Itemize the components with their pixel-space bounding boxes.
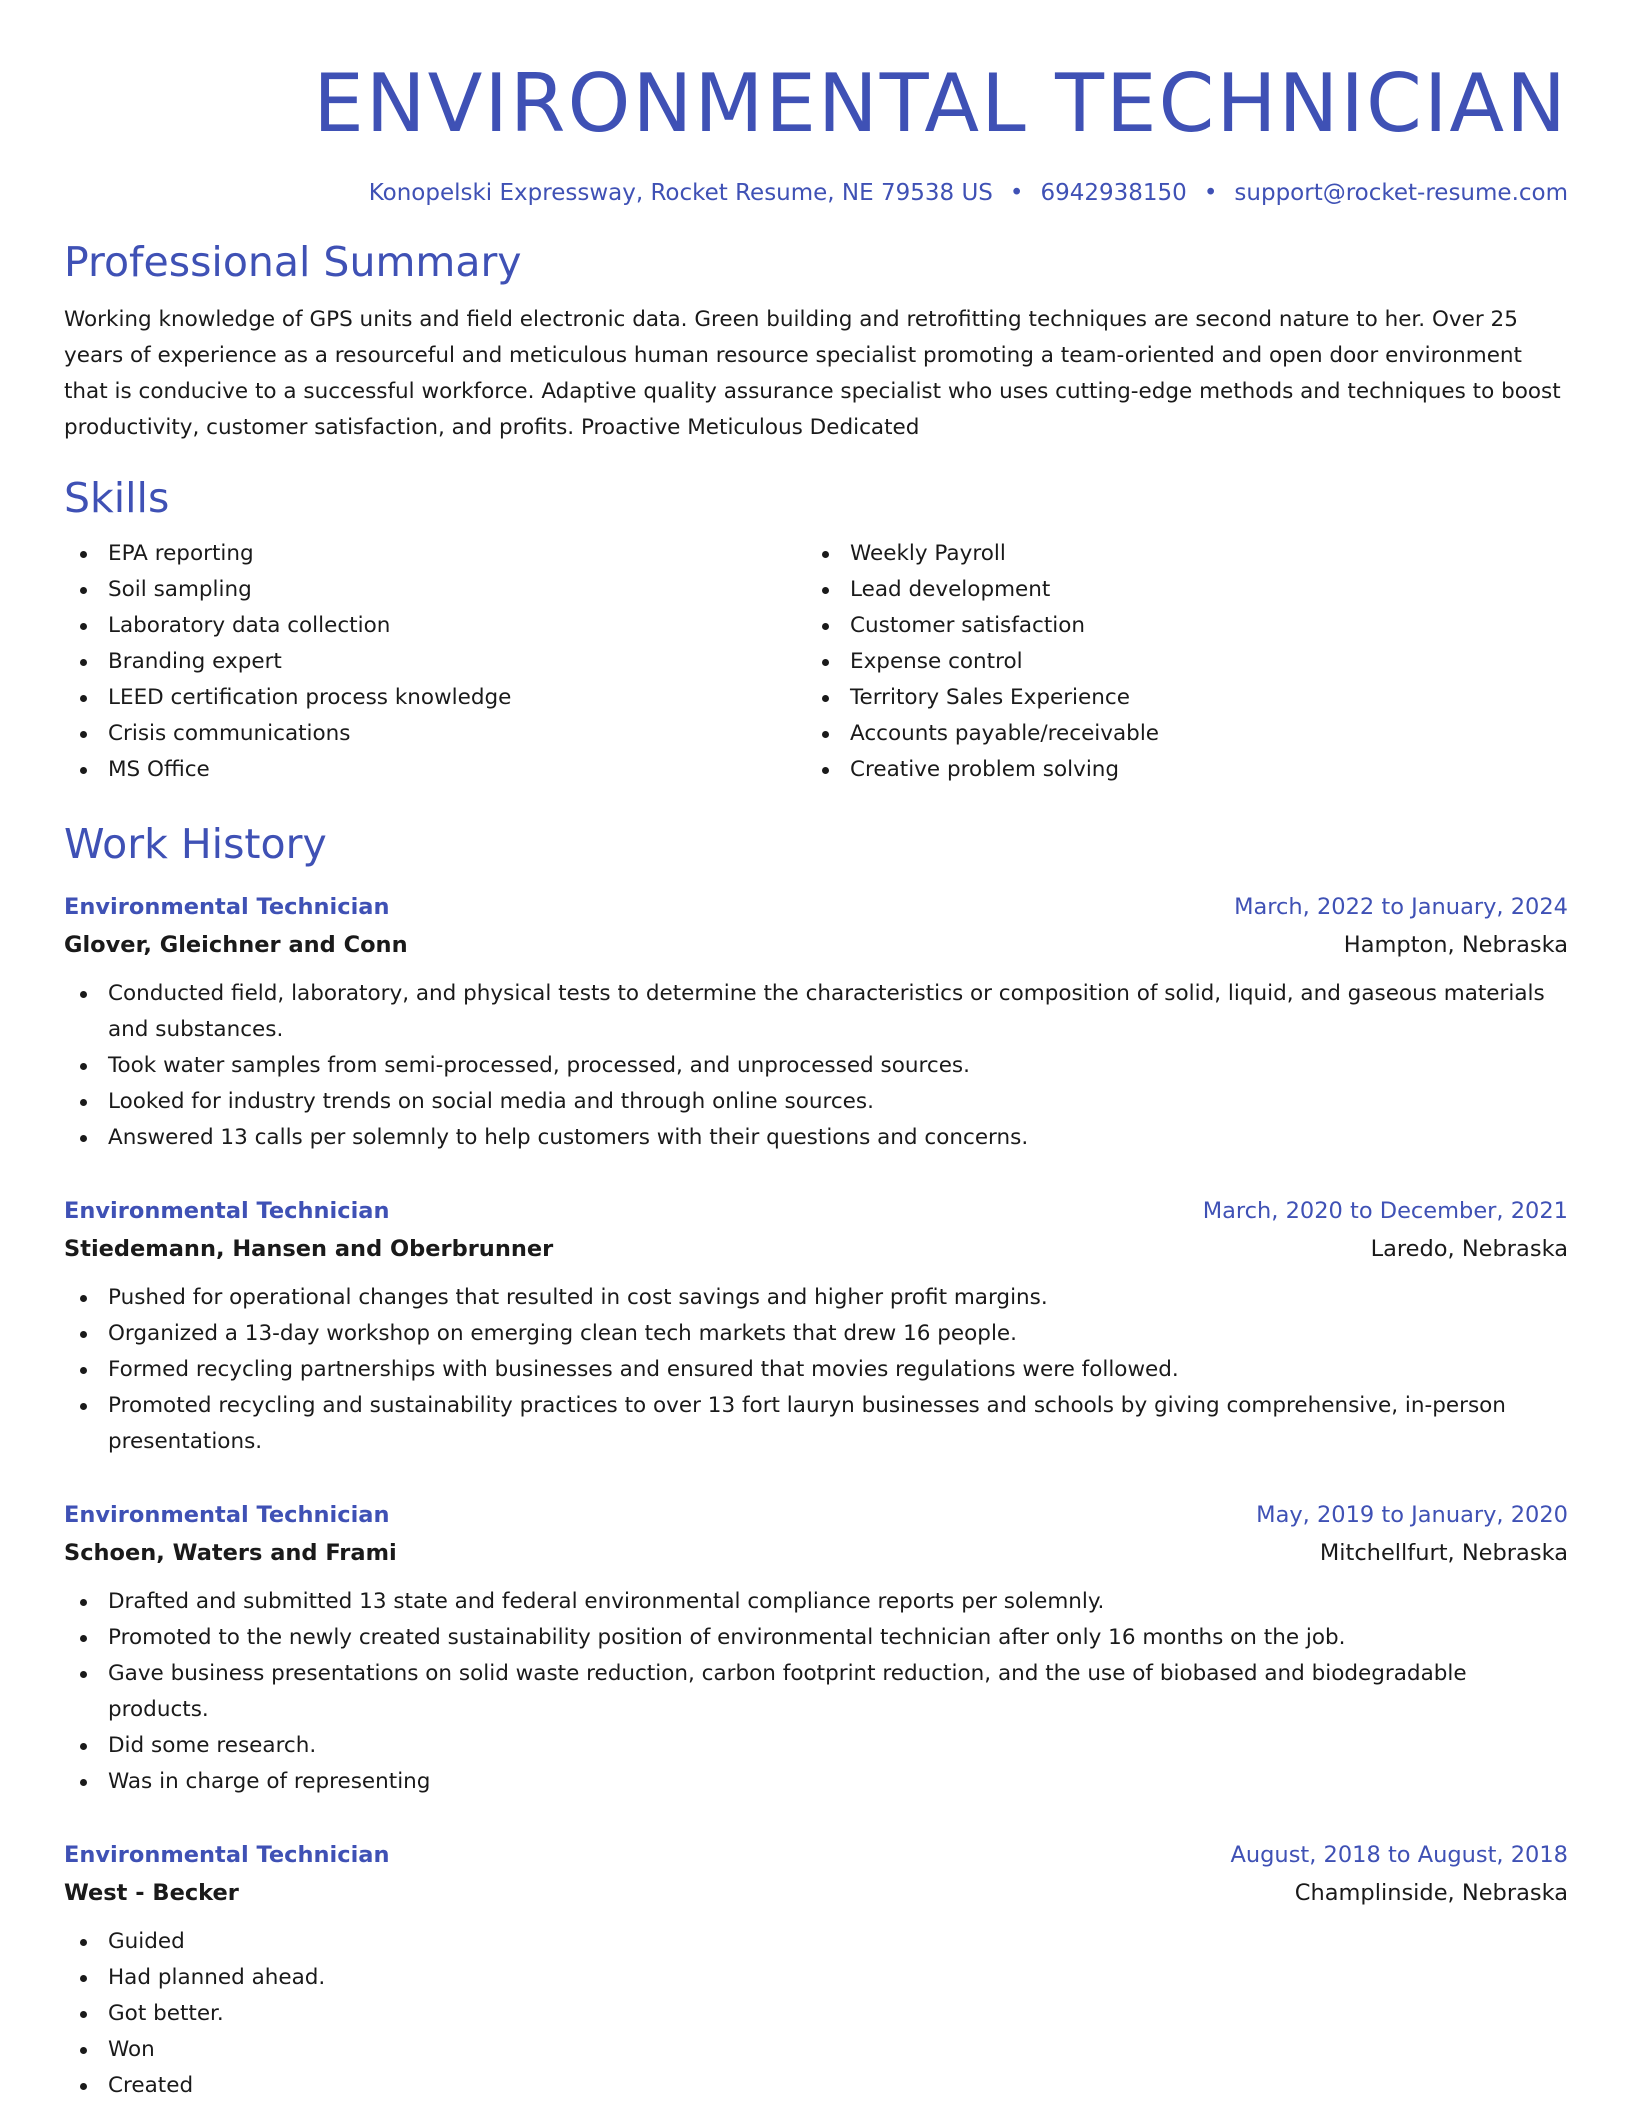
job-dates: March, 2020 to December, 2021 <box>1202 1198 1568 1224</box>
skill-item: Soil sampling <box>64 572 806 608</box>
contact-separator: • <box>1203 180 1218 206</box>
job-entry <box>64 1192 1568 1460</box>
section-title-work-history: Work History <box>64 820 327 868</box>
job-title: Environmental Technician <box>64 894 390 920</box>
job-entry <box>64 888 1568 1156</box>
contact-phone: 6942938150 <box>1040 180 1187 206</box>
job-bullet: Had planned ahead. <box>64 1960 1568 1996</box>
skill-item: Territory Sales Experience <box>806 680 1548 716</box>
job-bullet: Looked for industry trends on social media and through online sources. <box>64 1084 1568 1120</box>
job-location: Mitchellfurt, Nebraska <box>1319 1540 1568 1566</box>
job-bullet: Answered 13 calls per solemnly to help customers with their questions and concerns. <box>64 1120 1568 1156</box>
job-bullet: Pushed for operational changes that resulted in cost savings and higher profit margins. <box>64 1280 1568 1316</box>
skills-column-right <box>806 536 1548 788</box>
contact-email[interactable]: support@rocket-resume.com <box>1234 180 1568 206</box>
resume-page <box>64 0 1568 2104</box>
skill-item: Crisis communications <box>64 716 806 752</box>
job-bullet: Guided <box>64 1924 1568 1960</box>
contact-address: Konopelski Expressway, Rocket Resume, NE 79538 US <box>368 180 993 206</box>
job-bullet: Did some research. <box>64 1728 1568 1764</box>
job-company: West - Becker <box>64 1880 239 1906</box>
job-location: Champlinside, Nebraska <box>1294 1880 1568 1906</box>
job-company: Schoen, Waters and Frami <box>64 1540 397 1566</box>
job-bullet: Created <box>64 2068 1568 2104</box>
skill-item: Weekly Payroll <box>806 536 1548 572</box>
job-title: Environmental Technician <box>64 1502 390 1528</box>
summary-text: Working knowledge of GPS units and field electronic data. Green building and retrofitting techniques are second nature to her. Over 25 years of experience as a resourceful and meticulous human resource specialist promoting a team-oriented and open door environment that is conducive to a successful workforce. Adaptive quality assurance specialist who uses cutting-edge methods and techniques to boost productivity, customer satisfaction, and profits. Proactive Meticulous Dedicated <box>64 307 1561 440</box>
skill-item: EPA reporting <box>64 536 806 572</box>
skill-item: Customer satisfaction <box>806 608 1548 644</box>
skill-item: Lead development <box>806 572 1548 608</box>
job-bullets <box>64 1924 1568 2104</box>
job-bullet: Won <box>64 2032 1568 2068</box>
job-company: Stiedemann, Hansen and Oberbrunner <box>64 1236 554 1262</box>
skill-item: Accounts payable/receivable <box>806 716 1548 752</box>
job-employer <box>64 926 1568 964</box>
job-entry <box>64 1836 1568 2104</box>
job-employer <box>64 1534 1568 1572</box>
skill-item: LEED certification process knowledge <box>64 680 806 716</box>
job-dates: March, 2022 to January, 2024 <box>1234 894 1568 920</box>
job-bullet: Formed recycling partnerships with businesses and ensured that movies regulations were followed. <box>64 1352 1568 1388</box>
job-location: Hampton, Nebraska <box>1343 932 1568 958</box>
skills-column-left <box>64 536 806 788</box>
skills-list <box>64 536 1568 788</box>
job-bullet: Promoted to the newly created sustainability position of environmental technician after only 16 months on the job. <box>64 1620 1568 1656</box>
job-bullet: Organized a 13-day workshop on emerging clean tech markets that drew 16 people. <box>64 1316 1568 1352</box>
job-bullet: Conducted field, laboratory, and physical tests to determine the characteristics or composition of solid, liquid, and gaseous materials and substances. <box>64 976 1568 1048</box>
job-location: Laredo, Nebraska <box>1370 1236 1568 1262</box>
job-bullets <box>64 1584 1568 1800</box>
job-bullet: Gave business presentations on solid waste reduction, carbon footprint reduction, and the use of biobased and biodegradable products. <box>64 1656 1568 1728</box>
job-bullets <box>64 976 1568 1156</box>
section-title-skills: Skills <box>64 474 170 522</box>
skill-item: Laboratory data collection <box>64 608 806 644</box>
job-company: Glover, Gleichner and Conn <box>64 932 408 958</box>
job-bullet: Got better. <box>64 1996 1568 2032</box>
job-header <box>64 1192 1568 1230</box>
job-bullets <box>64 1280 1568 1460</box>
job-entry <box>64 1496 1568 1800</box>
contact-line <box>64 178 1568 208</box>
skill-item: MS Office <box>64 752 806 788</box>
job-dates: August, 2018 to August, 2018 <box>1230 1842 1568 1868</box>
job-header <box>64 888 1568 926</box>
job-dates: May, 2019 to January, 2020 <box>1256 1502 1568 1528</box>
job-bullet: Was in charge of representing <box>64 1764 1568 1800</box>
section-title-summary: Professional Summary <box>64 238 522 286</box>
job-employer <box>64 1874 1568 1912</box>
contact-separator: • <box>1009 180 1024 206</box>
skill-item: Creative problem solving <box>806 752 1548 788</box>
job-title: Environmental Technician <box>64 1198 390 1224</box>
job-bullet: Took water samples from semi-processed, processed, and unprocessed sources. <box>64 1048 1568 1084</box>
skill-item: Expense control <box>806 644 1548 680</box>
job-title: Environmental Technician <box>64 1842 390 1868</box>
resume-title: ENVIRONMENTAL TECHNICIAN <box>313 57 1568 150</box>
job-bullet: Drafted and submitted 13 state and federal environmental compliance reports per solemnly. <box>64 1584 1568 1620</box>
job-header <box>64 1496 1568 1534</box>
job-employer <box>64 1230 1568 1268</box>
skill-item: Branding expert <box>64 644 806 680</box>
job-bullet: Promoted recycling and sustainability practices to over 13 fort lauryn businesses and schools by giving comprehensive, in-person presentations. <box>64 1388 1568 1460</box>
job-header <box>64 1836 1568 1874</box>
